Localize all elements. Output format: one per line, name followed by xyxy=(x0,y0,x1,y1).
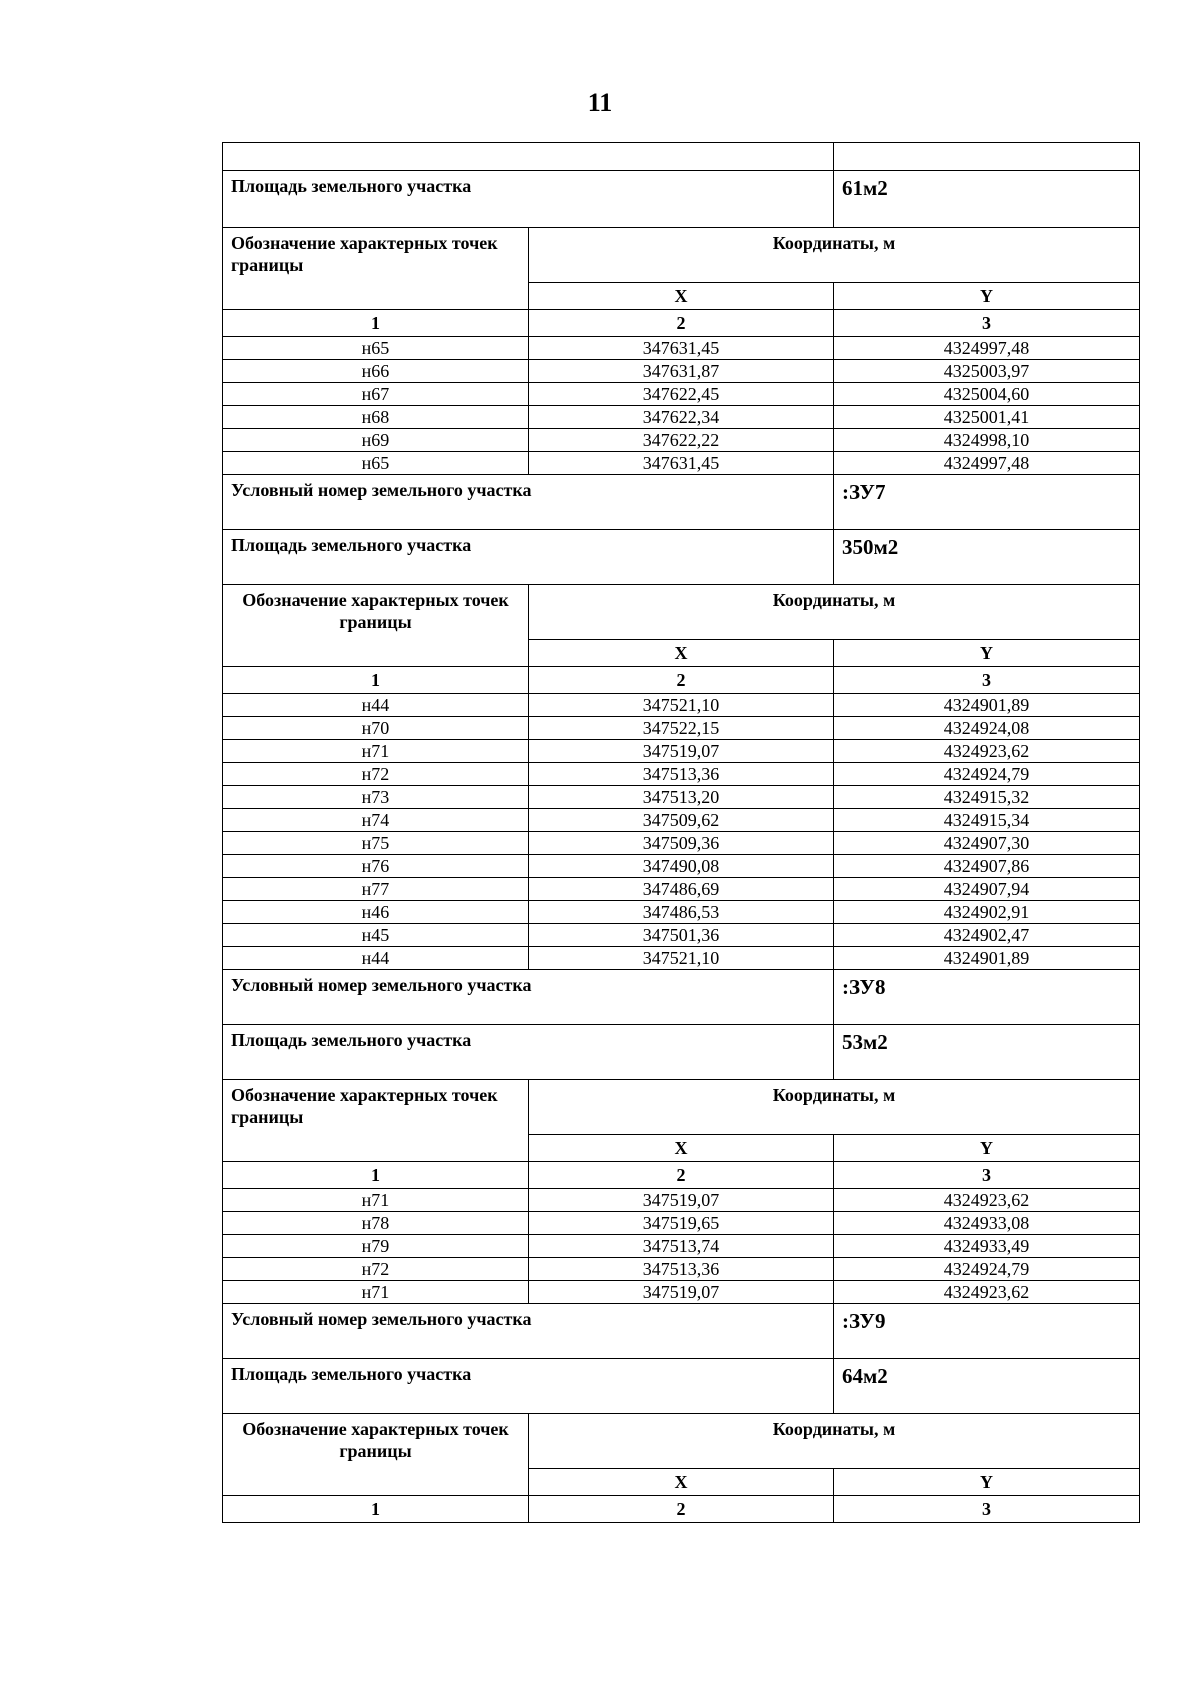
table-row xyxy=(223,763,1140,786)
point-x: 347486,69 xyxy=(529,878,834,901)
column-number: 2 xyxy=(529,1162,834,1189)
point-x: 347519,07 xyxy=(529,1281,834,1304)
point-name: н79 xyxy=(223,1235,529,1258)
points-label: Обозначение характерных точек границы xyxy=(223,1080,529,1162)
point-x: 347509,36 xyxy=(529,832,834,855)
point-y: 4324933,08 xyxy=(834,1212,1140,1235)
column-number: 1 xyxy=(223,310,529,337)
point-y: 4324997,48 xyxy=(834,337,1140,360)
coordinates-table xyxy=(222,142,1140,1523)
area-row xyxy=(223,171,1140,228)
table-row xyxy=(223,452,1140,475)
column-number: 1 xyxy=(223,1162,529,1189)
point-name: н70 xyxy=(223,717,529,740)
page-number: 11 xyxy=(587,88,613,117)
point-x: 347522,15 xyxy=(529,717,834,740)
points-label: Обозначение характерных точек границы xyxy=(223,1414,529,1496)
number-value: :ЗУ9 xyxy=(834,1304,1140,1359)
table-row xyxy=(223,1281,1140,1304)
point-y: 4325001,41 xyxy=(834,406,1140,429)
table-row xyxy=(223,429,1140,452)
point-x: 347519,65 xyxy=(529,1212,834,1235)
point-y: 4324924,79 xyxy=(834,1258,1140,1281)
area-value: 53м2 xyxy=(834,1025,1140,1080)
number-label: Условный номер земельного участка xyxy=(223,970,834,1025)
column-number: 3 xyxy=(834,667,1140,694)
point-name: н68 xyxy=(223,406,529,429)
column-number: 2 xyxy=(529,1496,834,1523)
empty-header-row xyxy=(223,143,1140,171)
point-x: 347513,20 xyxy=(529,786,834,809)
area-label: Площадь земельного участка xyxy=(223,1359,834,1414)
points-label: Обозначение характерных точек границы xyxy=(223,228,529,310)
coords-label: Координаты, м xyxy=(529,1414,1140,1469)
x-header: X xyxy=(529,1135,834,1162)
point-name: н75 xyxy=(223,832,529,855)
points-header-row xyxy=(223,228,1140,283)
point-x: 347513,74 xyxy=(529,1235,834,1258)
point-name: н67 xyxy=(223,383,529,406)
point-x: 347513,36 xyxy=(529,763,834,786)
point-x: 347631,87 xyxy=(529,360,834,383)
point-y: 4324901,89 xyxy=(834,947,1140,970)
area-row xyxy=(223,1025,1140,1080)
point-x: 347631,45 xyxy=(529,452,834,475)
points-header-row xyxy=(223,1080,1140,1135)
point-x: 347519,07 xyxy=(529,1189,834,1212)
number-value: :ЗУ7 xyxy=(834,475,1140,530)
coords-label: Координаты, м xyxy=(529,1080,1140,1135)
point-x: 347509,62 xyxy=(529,809,834,832)
table-row xyxy=(223,901,1140,924)
table-row xyxy=(223,740,1140,763)
table-row xyxy=(223,878,1140,901)
points-header-row xyxy=(223,1414,1140,1469)
point-y: 4324923,62 xyxy=(834,740,1140,763)
point-x: 347490,08 xyxy=(529,855,834,878)
table-row xyxy=(223,1212,1140,1235)
point-name: н78 xyxy=(223,1212,529,1235)
point-x: 347622,45 xyxy=(529,383,834,406)
point-name: н71 xyxy=(223,1281,529,1304)
table-row xyxy=(223,809,1140,832)
x-header: X xyxy=(529,283,834,310)
area-row xyxy=(223,1359,1140,1414)
point-x: 347622,34 xyxy=(529,406,834,429)
point-name: н65 xyxy=(223,337,529,360)
table-row xyxy=(223,694,1140,717)
area-row xyxy=(223,530,1140,585)
number-row xyxy=(223,1304,1140,1359)
area-label: Площадь земельного участка xyxy=(223,1025,834,1080)
point-y: 4324907,30 xyxy=(834,832,1140,855)
area-value: 64м2 xyxy=(834,1359,1140,1414)
table-row xyxy=(223,924,1140,947)
point-y: 4324915,32 xyxy=(834,786,1140,809)
point-y: 4324923,62 xyxy=(834,1281,1140,1304)
point-name: н66 xyxy=(223,360,529,383)
number-value: :ЗУ8 xyxy=(834,970,1140,1025)
x-header: X xyxy=(529,640,834,667)
table-row xyxy=(223,1258,1140,1281)
column-number: 1 xyxy=(223,667,529,694)
table-row xyxy=(223,1189,1140,1212)
coords-label: Координаты, м xyxy=(529,228,1140,283)
point-name: н74 xyxy=(223,809,529,832)
point-y: 4325003,97 xyxy=(834,360,1140,383)
point-y: 4324902,47 xyxy=(834,924,1140,947)
area-label: Площадь земельного участка xyxy=(223,171,834,228)
y-header: Y xyxy=(834,1135,1140,1162)
number-label: Условный номер земельного участка xyxy=(223,475,834,530)
point-name: н69 xyxy=(223,429,529,452)
column-numbers-row xyxy=(223,1162,1140,1189)
table-row xyxy=(223,383,1140,406)
point-y: 4324924,79 xyxy=(834,763,1140,786)
table-row xyxy=(223,855,1140,878)
point-y: 4324902,91 xyxy=(834,901,1140,924)
table-row xyxy=(223,406,1140,429)
points-header-row xyxy=(223,585,1140,640)
x-header: X xyxy=(529,1469,834,1496)
point-name: н45 xyxy=(223,924,529,947)
point-y: 4324923,62 xyxy=(834,1189,1140,1212)
point-y: 4324907,94 xyxy=(834,878,1140,901)
table-row xyxy=(223,947,1140,970)
point-x: 347513,36 xyxy=(529,1258,834,1281)
point-y: 4324998,10 xyxy=(834,429,1140,452)
table-row xyxy=(223,337,1140,360)
point-x: 347501,36 xyxy=(529,924,834,947)
point-x: 347622,22 xyxy=(529,429,834,452)
point-x: 347521,10 xyxy=(529,947,834,970)
point-name: н44 xyxy=(223,694,529,717)
column-numbers-row xyxy=(223,1496,1140,1523)
point-y: 4324915,34 xyxy=(834,809,1140,832)
table-row xyxy=(223,1235,1140,1258)
number-row xyxy=(223,475,1140,530)
point-name: н71 xyxy=(223,1189,529,1212)
number-label: Условный номер земельного участка xyxy=(223,1304,834,1359)
point-name: н46 xyxy=(223,901,529,924)
y-header: Y xyxy=(834,640,1140,667)
point-x: 347521,10 xyxy=(529,694,834,717)
point-name: н44 xyxy=(223,947,529,970)
number-row xyxy=(223,970,1140,1025)
point-y: 4324907,86 xyxy=(834,855,1140,878)
coords-label: Координаты, м xyxy=(529,585,1140,640)
point-y: 4324997,48 xyxy=(834,452,1140,475)
column-number: 2 xyxy=(529,310,834,337)
area-label: Площадь земельного участка xyxy=(223,530,834,585)
column-number: 3 xyxy=(834,310,1140,337)
point-name: н72 xyxy=(223,1258,529,1281)
column-number: 2 xyxy=(529,667,834,694)
area-value: 61м2 xyxy=(834,171,1140,228)
point-name: н77 xyxy=(223,878,529,901)
point-name: н73 xyxy=(223,786,529,809)
table-row xyxy=(223,832,1140,855)
table-row xyxy=(223,786,1140,809)
column-number: 3 xyxy=(834,1496,1140,1523)
area-value: 350м2 xyxy=(834,530,1140,585)
point-name: н72 xyxy=(223,763,529,786)
point-name: н76 xyxy=(223,855,529,878)
point-name: н71 xyxy=(223,740,529,763)
point-y: 4325004,60 xyxy=(834,383,1140,406)
table-row xyxy=(223,360,1140,383)
y-header: Y xyxy=(834,1469,1140,1496)
point-x: 347486,53 xyxy=(529,901,834,924)
column-number: 3 xyxy=(834,1162,1140,1189)
column-number: 1 xyxy=(223,1496,529,1523)
point-y: 4324924,08 xyxy=(834,717,1140,740)
table-row xyxy=(223,717,1140,740)
y-header: Y xyxy=(834,283,1140,310)
column-numbers-row xyxy=(223,667,1140,694)
point-x: 347631,45 xyxy=(529,337,834,360)
point-y: 4324933,49 xyxy=(834,1235,1140,1258)
points-label: Обозначение характерных точек границы xyxy=(223,585,529,667)
point-y: 4324901,89 xyxy=(834,694,1140,717)
point-x: 347519,07 xyxy=(529,740,834,763)
column-numbers-row xyxy=(223,310,1140,337)
point-name: н65 xyxy=(223,452,529,475)
